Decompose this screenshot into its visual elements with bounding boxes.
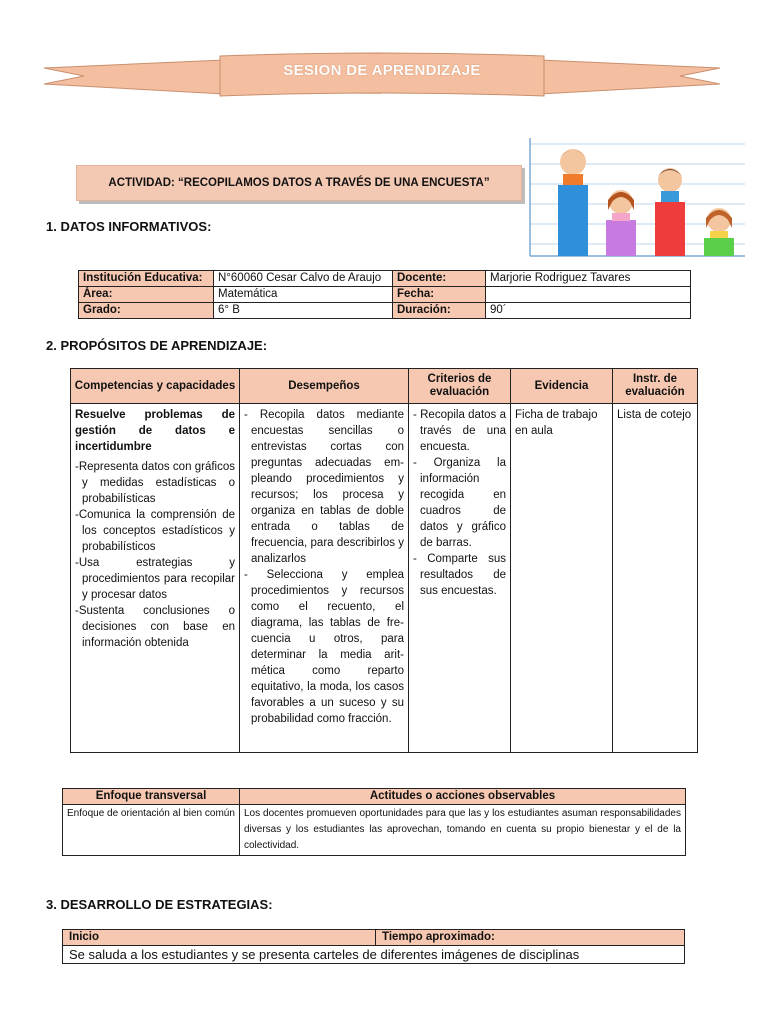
- header-competencias: Competencias y capacidades: [71, 369, 240, 404]
- enfoque-cell: Enfoque de orientación al bien común: [63, 805, 240, 856]
- actitudes-cell: Los docentes promueven oportunidades para que las y los estudiantes asuman responsabilidades diversas y los estudiantes las aprovechan, tomando en cuenta su propio bienestar y el de la colectividad.: [240, 805, 686, 856]
- duracion-label: Duración:: [393, 303, 486, 319]
- bar-purple: [606, 220, 636, 256]
- estrategias-table: [62, 929, 685, 964]
- docente-value: Marjorie Rodriguez Tavares: [486, 271, 691, 287]
- evidencia-cell: Ficha de trabajo en aula: [511, 404, 613, 753]
- header-instrumento: Instr. de evaluación: [613, 369, 698, 404]
- duracion-value: 90´: [486, 303, 691, 319]
- child-1-icon: [560, 149, 586, 185]
- capacidad-item: -Sustenta conclusiones o decisiones con base en información obtenida: [75, 605, 235, 649]
- table-row: [79, 271, 691, 287]
- criterios-cell: [409, 404, 511, 753]
- docente-label: Docente:: [393, 271, 486, 287]
- section-title-estrategias: 3. DESARROLLO DE ESTRATEGIAS:: [46, 897, 273, 912]
- propositos-table: [70, 368, 698, 753]
- instrumento-cell: Lista de cotejo: [613, 404, 698, 753]
- grado-value: 6° B: [214, 303, 393, 319]
- capacidad-item: -Usa estrategias y procedimientos para recopilar y procesar datos: [75, 557, 235, 601]
- table-row: [63, 946, 685, 964]
- competencias-cell: [71, 404, 240, 753]
- header-desempenos: Desempeños: [240, 369, 409, 404]
- children-bar-chart-illustration: [520, 130, 750, 260]
- header-evidencia: Evidencia: [511, 369, 613, 404]
- desempeno-item: - Recopila datos mediante encuestas sencillas o entrevistas cortas con preguntas adecuadas em-pleando procedimientos y recursos; los procesa y organiza en tablas de doble entrada o tablas de frecuencia, para describirlos y analizarlos: [244, 409, 404, 565]
- table-header-row: [71, 369, 698, 404]
- area-value: Matemática: [214, 287, 393, 303]
- page-title: SESION DE APRENDIZAJE: [283, 62, 481, 79]
- grado-label: Grado:: [79, 303, 214, 319]
- table-row: [63, 805, 686, 856]
- header-tiempo: Tiempo aproximado:: [376, 930, 685, 946]
- table-row: [79, 287, 691, 303]
- estrategia-row: Se saluda a los estudiantes y se presenta carteles de diferentes imágenes de disciplinas: [63, 946, 685, 964]
- fecha-label: Fecha:: [393, 287, 486, 303]
- institucion-value: N°60060 Cesar Calvo de Araujo: [214, 271, 393, 287]
- capacidad-item: -Representa datos con gráficos y medidas estadísticas o probabilísticas: [75, 461, 235, 505]
- criterio-item: - Comparte sus resultados de sus encuestas.: [413, 553, 506, 597]
- header-actitudes: Actitudes o acciones observables: [240, 789, 686, 805]
- bar-green: [704, 238, 734, 256]
- institucion-label: Institución Educativa:: [79, 271, 214, 287]
- desempeno-item: - Selecciona y emplea procedimientos y recursos como el recuento, el diagrama, las tablas de fre-cuencia u otros, para determinar la media arit-mética como reparto equitativo, la moda, los casos favorables a un suceso y su probabilidad como fracción.: [244, 569, 404, 725]
- header-enfoque: Enfoque transversal: [63, 789, 240, 805]
- table-row: [71, 404, 698, 753]
- header-criterios: Criterios de evaluación: [409, 369, 511, 404]
- table-header-row: [63, 789, 686, 805]
- criterio-item: - Organiza la información recogida en cuadros de datos y gráfico de barras.: [413, 457, 506, 549]
- section-title-propositos: 2. PROPÓSITOS DE APRENDIZAJE:: [46, 338, 268, 353]
- child-3-icon: [658, 168, 682, 202]
- table-row: [79, 303, 691, 319]
- capacidad-item: -Comunica la comprensión de los conceptos estadísticos y probabilísticos: [75, 509, 235, 553]
- area-label: Área:: [79, 287, 214, 303]
- bar-blue: [558, 185, 588, 256]
- enfoque-table: [62, 788, 686, 856]
- desempenos-cell: [240, 404, 409, 753]
- bar-red: [655, 202, 685, 256]
- fecha-value: [486, 287, 691, 303]
- activity-title: ACTIVIDAD: “RECOPILAMOS DATOS A TRAVÉS DE UNA ENCUESTA”: [108, 177, 490, 189]
- child-4-icon: [706, 208, 732, 238]
- child-2-icon: [608, 190, 634, 221]
- competencia-title: Resuelve problemas de gestión de datos e incertidumbre: [75, 409, 235, 453]
- header-inicio: Inicio: [63, 930, 376, 946]
- datos-informativos-table: [78, 270, 691, 319]
- table-header-row: [63, 930, 685, 946]
- criterio-item: - Recopila datos a través de una encuesta.: [413, 409, 506, 453]
- section-title-datos: 1. DATOS INFORMATIVOS:: [46, 219, 212, 234]
- activity-banner: [76, 165, 522, 201]
